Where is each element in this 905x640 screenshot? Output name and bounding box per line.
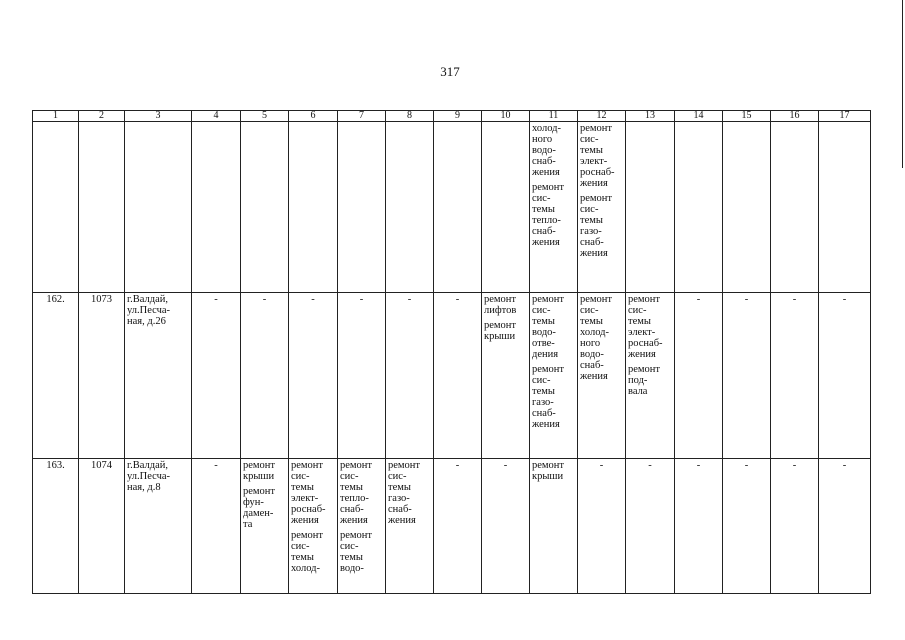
repair-schedule-table xyxy=(32,110,871,594)
work-cell xyxy=(723,459,771,594)
column-number: 4 xyxy=(192,111,241,122)
work-cell xyxy=(819,293,871,459)
column-number: 13 xyxy=(626,111,675,122)
work-cell xyxy=(675,293,723,459)
empty-dash: - xyxy=(503,460,508,471)
work-cell xyxy=(482,459,530,594)
work-item: ремонт сис- темы элект- роснаб- жения xyxy=(580,123,615,189)
column-number: 16 xyxy=(771,111,819,122)
empty-dash: - xyxy=(455,294,460,305)
work-item: ремонт сис- темы холод- ного водо- снаб- жения xyxy=(580,294,613,382)
address: г.Валдай, ул.Песча- ная, д.8 xyxy=(125,459,192,594)
work-cell xyxy=(578,459,626,594)
column-number: 12 xyxy=(578,111,626,122)
work-cell xyxy=(192,293,241,459)
work-cell xyxy=(819,459,871,594)
column-number: 11 xyxy=(530,111,578,122)
empty-dash: - xyxy=(599,460,604,471)
page-number: 317 xyxy=(440,64,460,79)
empty-dash: - xyxy=(359,294,364,305)
work-item: ремонт сис- темы газо- снаб- жения xyxy=(532,364,565,430)
work-cell xyxy=(386,122,434,293)
work-item: ремонт сис- темы тепло- снаб- жения xyxy=(340,460,373,526)
work-cell xyxy=(192,459,241,594)
empty-dash: - xyxy=(792,460,797,471)
address xyxy=(125,122,192,293)
work-cell xyxy=(723,122,771,293)
work-cell xyxy=(482,293,530,459)
work-cell xyxy=(289,122,338,293)
work-item: холод- ного водо- снаб- жения xyxy=(532,123,561,178)
empty-dash: - xyxy=(696,294,701,305)
column-number: 7 xyxy=(338,111,386,122)
work-cell xyxy=(819,122,871,293)
row-number: 162. xyxy=(33,293,79,459)
work-cell xyxy=(530,293,578,459)
empty-dash: - xyxy=(792,294,797,305)
column-number: 1 xyxy=(33,111,79,122)
work-item: ремонт сис- темы газо- снаб- жения xyxy=(580,193,613,259)
work-cell xyxy=(434,293,482,459)
column-number-row xyxy=(33,111,871,122)
work-cell xyxy=(771,459,819,594)
empty-dash: - xyxy=(696,460,701,471)
work-item: ремонт сис- темы холод- xyxy=(291,530,324,574)
house-id: 1073 xyxy=(79,293,125,459)
work-cell xyxy=(723,293,771,459)
column-number: 5 xyxy=(241,111,289,122)
column-number: 15 xyxy=(723,111,771,122)
work-cell xyxy=(675,459,723,594)
work-cell xyxy=(626,122,675,293)
address: г.Валдай, ул.Песча- ная, д.26 xyxy=(125,293,192,459)
empty-dash: - xyxy=(842,460,847,471)
column-number: 3 xyxy=(125,111,192,122)
work-cell xyxy=(626,459,675,594)
work-cell xyxy=(289,459,338,594)
work-item: ремонт сис- темы газо- снаб- жения xyxy=(388,460,421,526)
empty-dash: - xyxy=(744,460,749,471)
work-cell xyxy=(338,122,386,293)
empty-dash: - xyxy=(311,294,315,305)
empty-dash: - xyxy=(407,294,412,305)
row-number: 163. xyxy=(33,459,79,594)
empty-dash: - xyxy=(648,460,652,471)
column-number: 10 xyxy=(482,111,530,122)
work-item: ремонт крыши xyxy=(243,460,276,482)
work-cell xyxy=(626,293,675,459)
empty-dash: - xyxy=(842,294,847,305)
work-cell xyxy=(578,122,626,293)
column-number: 8 xyxy=(386,111,434,122)
column-number: 2 xyxy=(79,111,125,122)
work-cell xyxy=(386,459,434,594)
work-cell xyxy=(241,293,289,459)
work-item: ремонт сис- темы водо- отве- дения xyxy=(532,294,565,360)
column-number: 9 xyxy=(434,111,482,122)
work-cell xyxy=(771,122,819,293)
empty-dash: - xyxy=(262,294,267,305)
work-item: ремонт фун- дамен- та xyxy=(243,486,276,530)
work-cell xyxy=(530,459,578,594)
table-row xyxy=(33,122,871,293)
work-item: ремонт крыши xyxy=(484,320,517,342)
empty-dash: - xyxy=(214,460,218,471)
work-cell xyxy=(241,459,289,594)
work-item: ремонт лифтов xyxy=(484,294,517,316)
row-number xyxy=(33,122,79,293)
work-cell xyxy=(530,122,578,293)
work-item: ремонт сис- темы элект- роснаб- жения xyxy=(628,294,663,360)
house-id: 1074 xyxy=(79,459,125,594)
empty-dash: - xyxy=(455,460,460,471)
work-cell xyxy=(434,459,482,594)
work-cell xyxy=(482,122,530,293)
work-cell xyxy=(771,293,819,459)
work-item: ремонт под- вала xyxy=(628,364,661,397)
column-number: 17 xyxy=(819,111,871,122)
work-item: ремонт сис- темы тепло- снаб- жения xyxy=(532,182,565,248)
column-number: 6 xyxy=(289,111,338,122)
house-id xyxy=(79,122,125,293)
work-cell xyxy=(338,293,386,459)
column-number: 14 xyxy=(675,111,723,122)
work-cell xyxy=(289,293,338,459)
work-cell xyxy=(675,122,723,293)
work-cell xyxy=(578,293,626,459)
empty-dash: - xyxy=(214,294,218,305)
margin-rule xyxy=(902,0,903,168)
empty-dash: - xyxy=(744,294,749,305)
work-item: ремонт сис- темы элект- роснаб- жения xyxy=(291,460,326,526)
work-cell xyxy=(338,459,386,594)
work-item: ремонт сис- темы водо- xyxy=(340,530,373,574)
work-cell xyxy=(192,122,241,293)
work-cell xyxy=(241,122,289,293)
table-row xyxy=(33,459,871,594)
work-cell xyxy=(386,293,434,459)
table-row xyxy=(33,293,871,459)
work-item: ремонт крыши xyxy=(532,460,565,482)
work-cell xyxy=(434,122,482,293)
